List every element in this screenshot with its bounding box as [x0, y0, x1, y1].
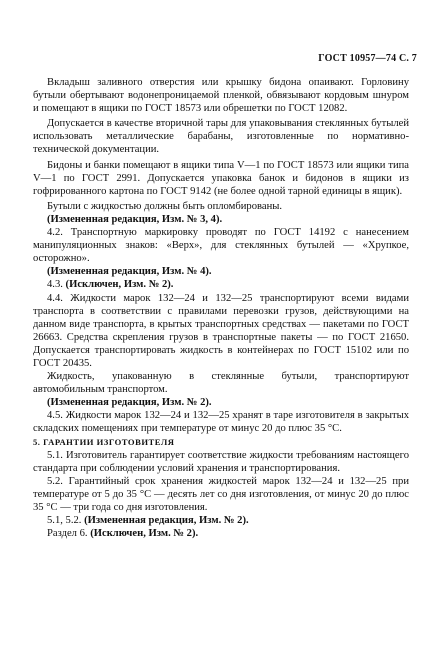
paragraph-4-4: 4.4. Жидкости марок 132—24 и 132—25 транспортируют всеми видами транспорта в соответствии с правилами перевозки грузов, действующими на данном виде транспорта, в крытых транспортных средствах — пакетами по ГОСТ 26663. Средства скрепления грузов в транспортные пакеты — по ГОСТ 21650. Допускается транспортировать жидкость в контейнерах по ГОСТ 15102 или по ГОСТ 20435.	[33, 292, 409, 369]
paragraph-glass-transport: Жидкость, упакованную в стеклянные бутыли, транспортируют автомобильным транспортом.	[33, 371, 409, 396]
paragraph-sealing: Вкладыш заливного отверстия или крышку бидона опаивают. Горловину бутыли обертывают водонепроницаемой пленкой, обвязывают кордовым шнуром и помещают в ящики по ГОСТ 18573 или обрешетки по ГОСТ 12082.	[33, 77, 409, 115]
paragraph-boxes: Бидоны и банки помещают в ящики типа V—1 по ГОСТ 18573 или ящики типа V—1 по ГОСТ 2991. Допускается упаковка банок и бидонов в ящики из гофрированного картона по ГОСТ 9142 (не более одной тарной единицы в ящик).	[33, 159, 409, 197]
excluded-note-section-6: (Исключен, Изм. № 2).	[90, 528, 199, 540]
section-6-label: Раздел 6.	[47, 528, 91, 540]
clause-number-4-3: 4.3.	[47, 279, 66, 291]
paragraph-5-2: 5.2. Гарантийный срок хранения жидкостей марок 132—24 и 132—25 при температуре от 5 до 35 °С — десять лет со дня изготовления, от минус 20 до плюс 35 °С — три года со дня изготовления.	[33, 475, 409, 513]
amendment-note-4: (Измененная редакция, Изм. № 4).	[47, 266, 212, 278]
amendment-note-section-5: (Измененная редакция, Изм. № 2).	[84, 515, 249, 527]
paragraph-5-1-5-2-amendment	[33, 514, 409, 527]
page-header: ГОСТ 10957—74 С. 7	[318, 53, 417, 64]
paragraph-4-3	[33, 278, 409, 291]
paragraph-4-5: 4.5. Жидкости марок 132—24 и 132—25 хранят в таре изготовителя в закрытых складских помещениях при температуре от минус 20 до плюс 35 °С.	[33, 410, 409, 435]
excluded-note-4-3: (Исключен, Изм. № 2).	[65, 279, 174, 291]
clause-range: 5.1, 5.2.	[47, 515, 85, 527]
amendment-note-3-4: (Измененная редакция, Изм. № 3, 4).	[47, 213, 223, 225]
paragraph-secondary-packaging: Допускается в качестве вторичной тары для упаковывания стеклянных бутылей использовать металлические барабаны, изготовленные по нормативно-технической документации.	[33, 118, 409, 156]
document-body	[33, 76, 409, 540]
paragraph-5-1: 5.1. Изготовитель гарантирует соответствие жидкости требованиям настоящего стандарта при соблюдении условий хранения и транспортирования.	[33, 449, 409, 474]
amendment-note-2: (Измененная редакция, Изм. № 2).	[47, 397, 212, 409]
paragraph-seal-bottles: Бутыли с жидкостью должны быть опломбированы.	[47, 200, 283, 212]
section-title: 5. ГАРАНТИИ ИЗГОТОВИТЕЛЯ	[33, 436, 175, 447]
paragraph-section-6	[33, 527, 409, 540]
paragraph-4-2: 4.2. Транспортную маркировку проводят по ГОСТ 14192 с нанесением манипуляционных знаков: «Верх», для стеклянных бутылей — «Хрупкое, осторожно».	[33, 227, 409, 265]
